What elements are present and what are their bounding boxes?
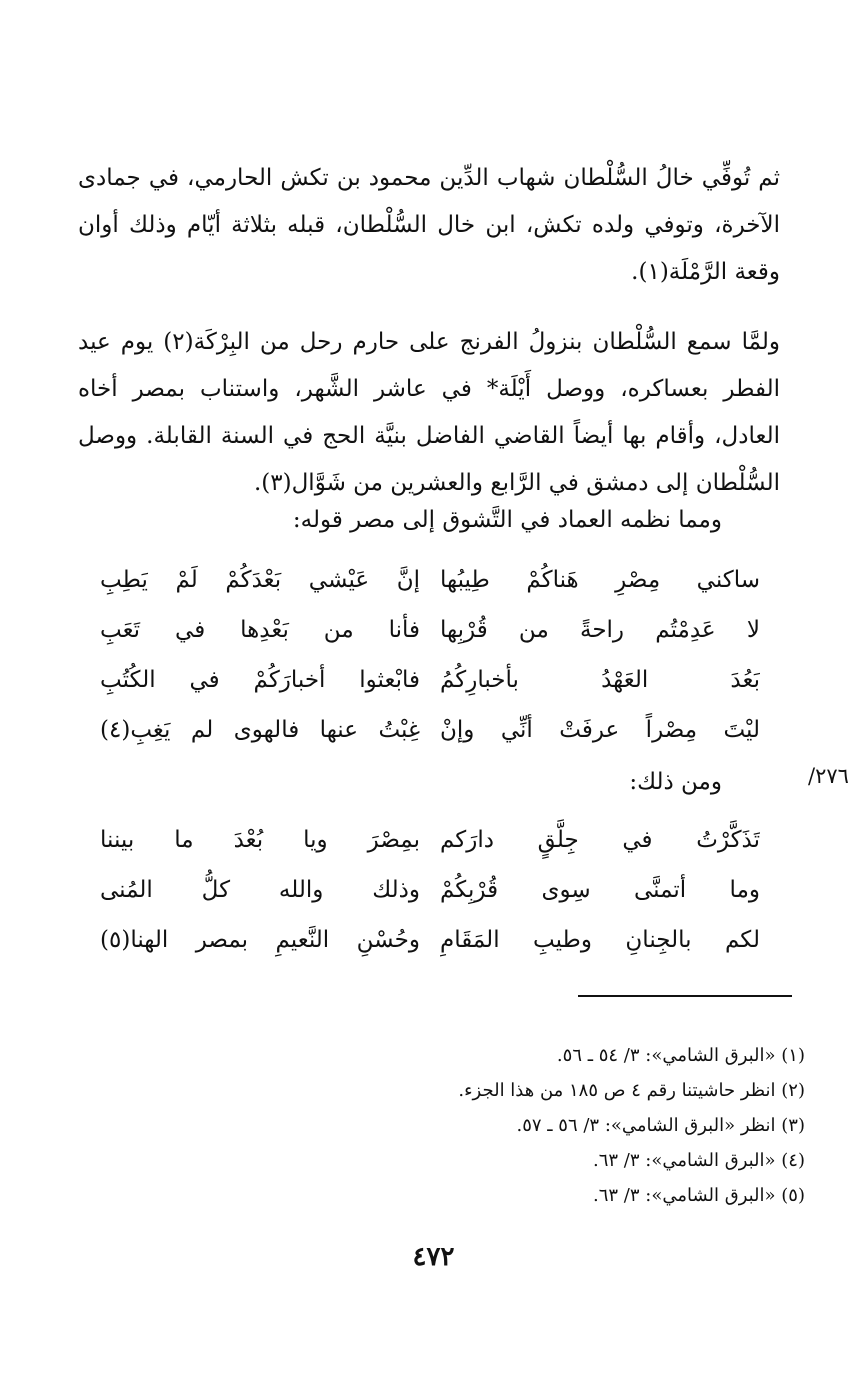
verse [100,655,760,705]
second-hemistich: وذلك والله كلُّ المُنى [100,877,420,903]
first-hemistich: ليْتَ مِصْراً عرفَتْ أنِّي وإنْ [440,717,760,743]
paragraph-2: ولمَّا سمع السُّلْطان بنزولُ الفرنج على حارم رحل من البِرْكَة(٢) يوم عيد الفطر بعساكره، ووصل أَيْلَة* في عاشر الشَّهر، واستناب بمصر أخاه العادل، وأقام بها أيضاً القاضي الفاضل بنيَّة الحج في السنة القابلة. ووصل السُّلْطان إلى دمشق في الرَّابع والعشرين من شَوَّال(٣). [78,329,780,496]
footnote: (١) «البرق الشامي»: ٣/ ٥٤ ـ ٥٦. [556,1045,805,1066]
first-hemistich: لكم بالجِنانِ وطيبِ المَقَامِ [440,927,760,953]
page-number: ٤٧٢ [412,1242,455,1272]
poem-intro-2: ومن ذلك: [629,769,722,795]
footnote-separator [578,995,792,997]
paragraph-1: ثم تُوفِّي خالُ السُّلْطان شهاب الدِّين محمود بن تكش الحارمي، في جمادى الآخرة، وتوفي ولده تكش، ابن خال السُّلْطان، قبله بثلاثة أيّام وذلك أوان وقعة الرَّمْلَة(١). [78,165,780,285]
footnote: (٣) انظر «البرق الشامي»: ٣/ ٥٦ ـ ٥٧. [516,1115,805,1136]
second-hemistich: غِبْتُ عنها فالهوى لم يَغِبِ(٤) [100,717,420,743]
verse [100,815,760,865]
first-hemistich: بَعُدَ العَهْدُ بأخبارِكُمُ [440,667,760,693]
footnote: (٢) انظر حاشيتنا رقم ٤ ص ١٨٥ من هذا الجزء. [458,1080,805,1101]
margin-page-reference: ٢٧٦/ [808,764,849,788]
first-hemistich: تَذَكَّرْتُ في جِلَّقٍ دارَكم [440,827,760,853]
footnote: (٤) «البرق الشامي»: ٣/ ٦٣. [592,1150,805,1171]
second-hemistich: فابْعثوا أخبارَكُمْ في الكُتُبِ [100,667,420,693]
poem-2 [100,815,760,965]
first-hemistich: لا عَدِمْتُم راحةً من قُرْبِها [440,617,760,643]
second-hemistich: فأنا من بَعْدِها في تَعَبِ [100,617,420,643]
poem-intro-1: ومما نظمه العماد في التَّشوق إلى مصر قوله: [292,507,722,533]
verse [100,705,760,755]
second-hemistich: وحُسْنِ النَّعيمِ بمصر الهنا(٥) [100,927,420,953]
footnotes [458,1038,805,1213]
first-hemistich: ساكني مِصْرِ هَناكُمْ طِيبُها [440,567,760,593]
verse [100,865,760,915]
poem-1 [100,555,760,755]
verse [100,605,760,655]
second-hemistich: إنَّ عَيْشي بَعْدَكُمْ لَمْ يَطِبِ [100,567,420,593]
verse [100,555,760,605]
first-hemistich: وما أتمنَّى سِوى قُرْبِكُمْ [440,877,760,903]
second-hemistich: بمِصْرَ ويا بُعْدَ ما بيننا [100,827,420,853]
footnote: (٥) «البرق الشامي»: ٣/ ٦٣. [592,1185,805,1206]
verse [100,915,760,965]
